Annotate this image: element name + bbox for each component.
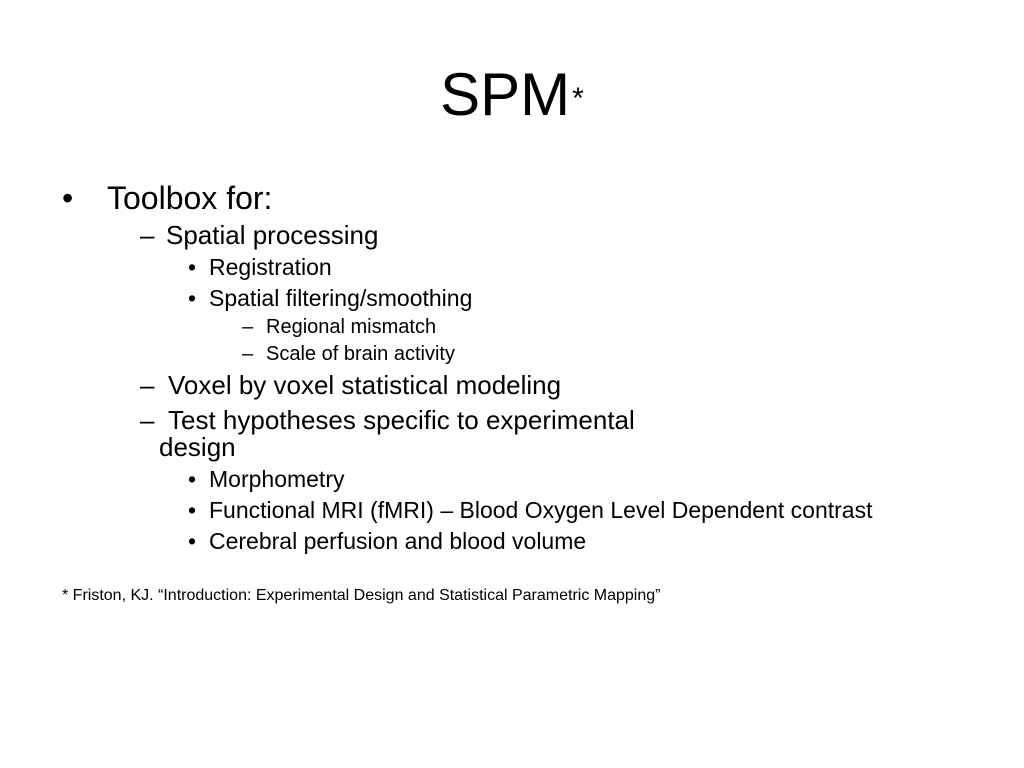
outline-subitem-label-line2: design (159, 432, 236, 462)
slide-title-text: SPM (440, 61, 571, 128)
dash-icon: – (140, 370, 155, 400)
outline-level4-label: Scale of brain activity (266, 343, 455, 365)
bullet-icon: • (188, 528, 197, 554)
outline-subsubitem-label: Registration (209, 254, 332, 280)
outline-subsubitem-label: Spatial filtering/smoothing (209, 285, 473, 311)
dash-icon: – (242, 316, 254, 338)
outline-subitem-test-hypotheses-continued (159, 432, 236, 462)
title-asterisk: * (572, 82, 584, 115)
outline-subsubitem-label: Cerebral perfusion and blood volume (209, 528, 587, 554)
bullet-icon: • (188, 254, 197, 280)
outline-level4-label: Regional mismatch (266, 316, 437, 338)
dash-icon: – (140, 220, 155, 250)
bullet-icon: • (188, 497, 197, 523)
dash-icon: – (242, 343, 254, 365)
outline-item-label: Toolbox for: (107, 180, 273, 216)
citation-footnote: * Friston, KJ. “Introduction: Experimental Design and Statistical Parametric Mapping” (62, 587, 661, 604)
outline-subitem-label-line1: Test hypotheses specific to experimental (168, 405, 635, 435)
outline-subsubitem-label: Functional MRI (fMRI) – Blood Oxygen Level Dependent contrast (209, 497, 873, 523)
bullet-icon: • (188, 466, 197, 492)
outline-subitem-label: Voxel by voxel statistical modeling (168, 370, 562, 400)
bullet-icon: • (62, 180, 74, 216)
outline-subitem-label: Spatial processing (166, 220, 379, 250)
outline-subsubitem-label: Morphometry (209, 466, 345, 492)
bullet-icon: • (188, 285, 197, 311)
dash-icon: – (140, 405, 155, 435)
slide-title (0, 60, 1024, 130)
